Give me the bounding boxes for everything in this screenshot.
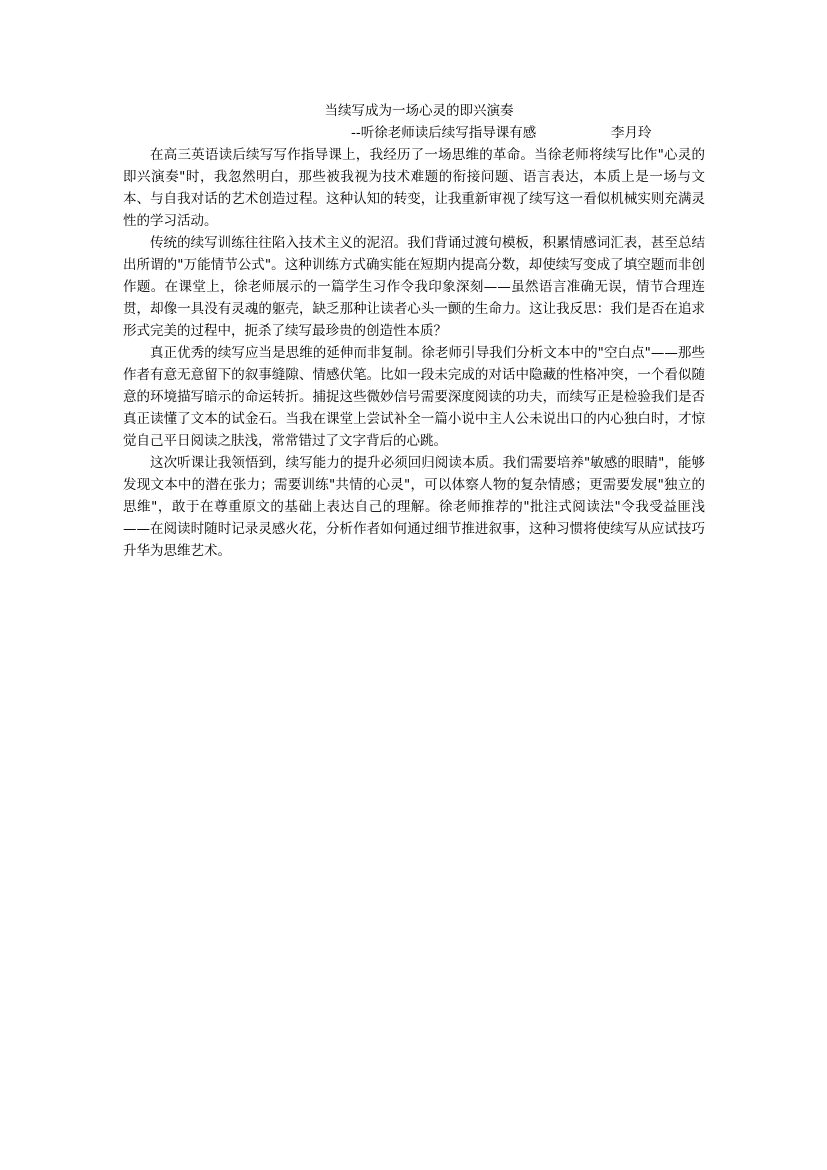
subtitle-line	[123, 122, 705, 144]
document-title: 当续写成为一场心灵的即兴演奏	[324, 103, 514, 119]
paragraph-4: 这次听课让我领悟到，续写能力的提升必须回归阅读本质。我们需要培养"敏感的眼睛"，能够发现文本中的潜在张力；需要训练"共情的心灵"，可以体察人物的复杂情感；更需要发展"独立的思维"，敢于在尊重原文的基础上表达自己的理解。徐老师推荐的"批注式阅读法"令我受益匪浅——在阅读时随时记录灵感火花，分析作者如何通过细节推进叙事，这种习惯将使续写从应试技巧升华为思维艺术。	[123, 455, 705, 559]
paragraph-3: 真正优秀的续写应当是思维的延伸而非复制。徐老师引导我们分析文本中的"空白点"——那些作者有意无意留下的叙事缝隙、情感伏笔。比如一段未完成的对话中隐藏的性格冲突，一个看似随意的环境描写暗示的命运转折。捕捉这些微妙信号需要深度阅读的功夫，而续写正是检验我们是否真正读懂了文本的试金石。当我在课堂上尝试补全一篇小说中主人公未说出口的内心独白时，才惊觉自己平日阅读之肤浅，常常错过了文字背后的心跳。	[123, 345, 705, 449]
document-subtitle: --听徐老师读后续写指导课有感	[351, 125, 537, 141]
document-author: 李月玲	[611, 125, 652, 141]
document-page	[123, 100, 705, 562]
paragraph-2: 传统的续写训练往往陷入技术主义的泥沼。我们背诵过渡句模板，积累情感词汇表，甚至总结出所谓的"万能情节公式"。这种训练方式确实能在短期内提高分数，却使续写变成了填空题而非创作题。在课堂上，徐老师展示的一篇学生习作令我印象深刻——虽然语言准确无误，情节合理连贯，却像一具没有灵魂的躯壳，缺乏那种让读者心头一颤的生命力。这让我反思：我们是否在追求形式完美的过程中，扼杀了续写最珍贵的创造性本质？	[123, 235, 705, 339]
paragraph-1: 在高三英语读后续写写作指导课上，我经历了一场思维的革命。当徐老师将续写比作"心灵的即兴演奏"时，我忽然明白，那些被我视为技术难题的衔接问题、语言表达，本质上是一场与文本、与自我对话的艺术创造过程。这种认知的转变，让我重新审视了续写这一看似机械实则充满灵性的学习活动。	[123, 147, 705, 229]
